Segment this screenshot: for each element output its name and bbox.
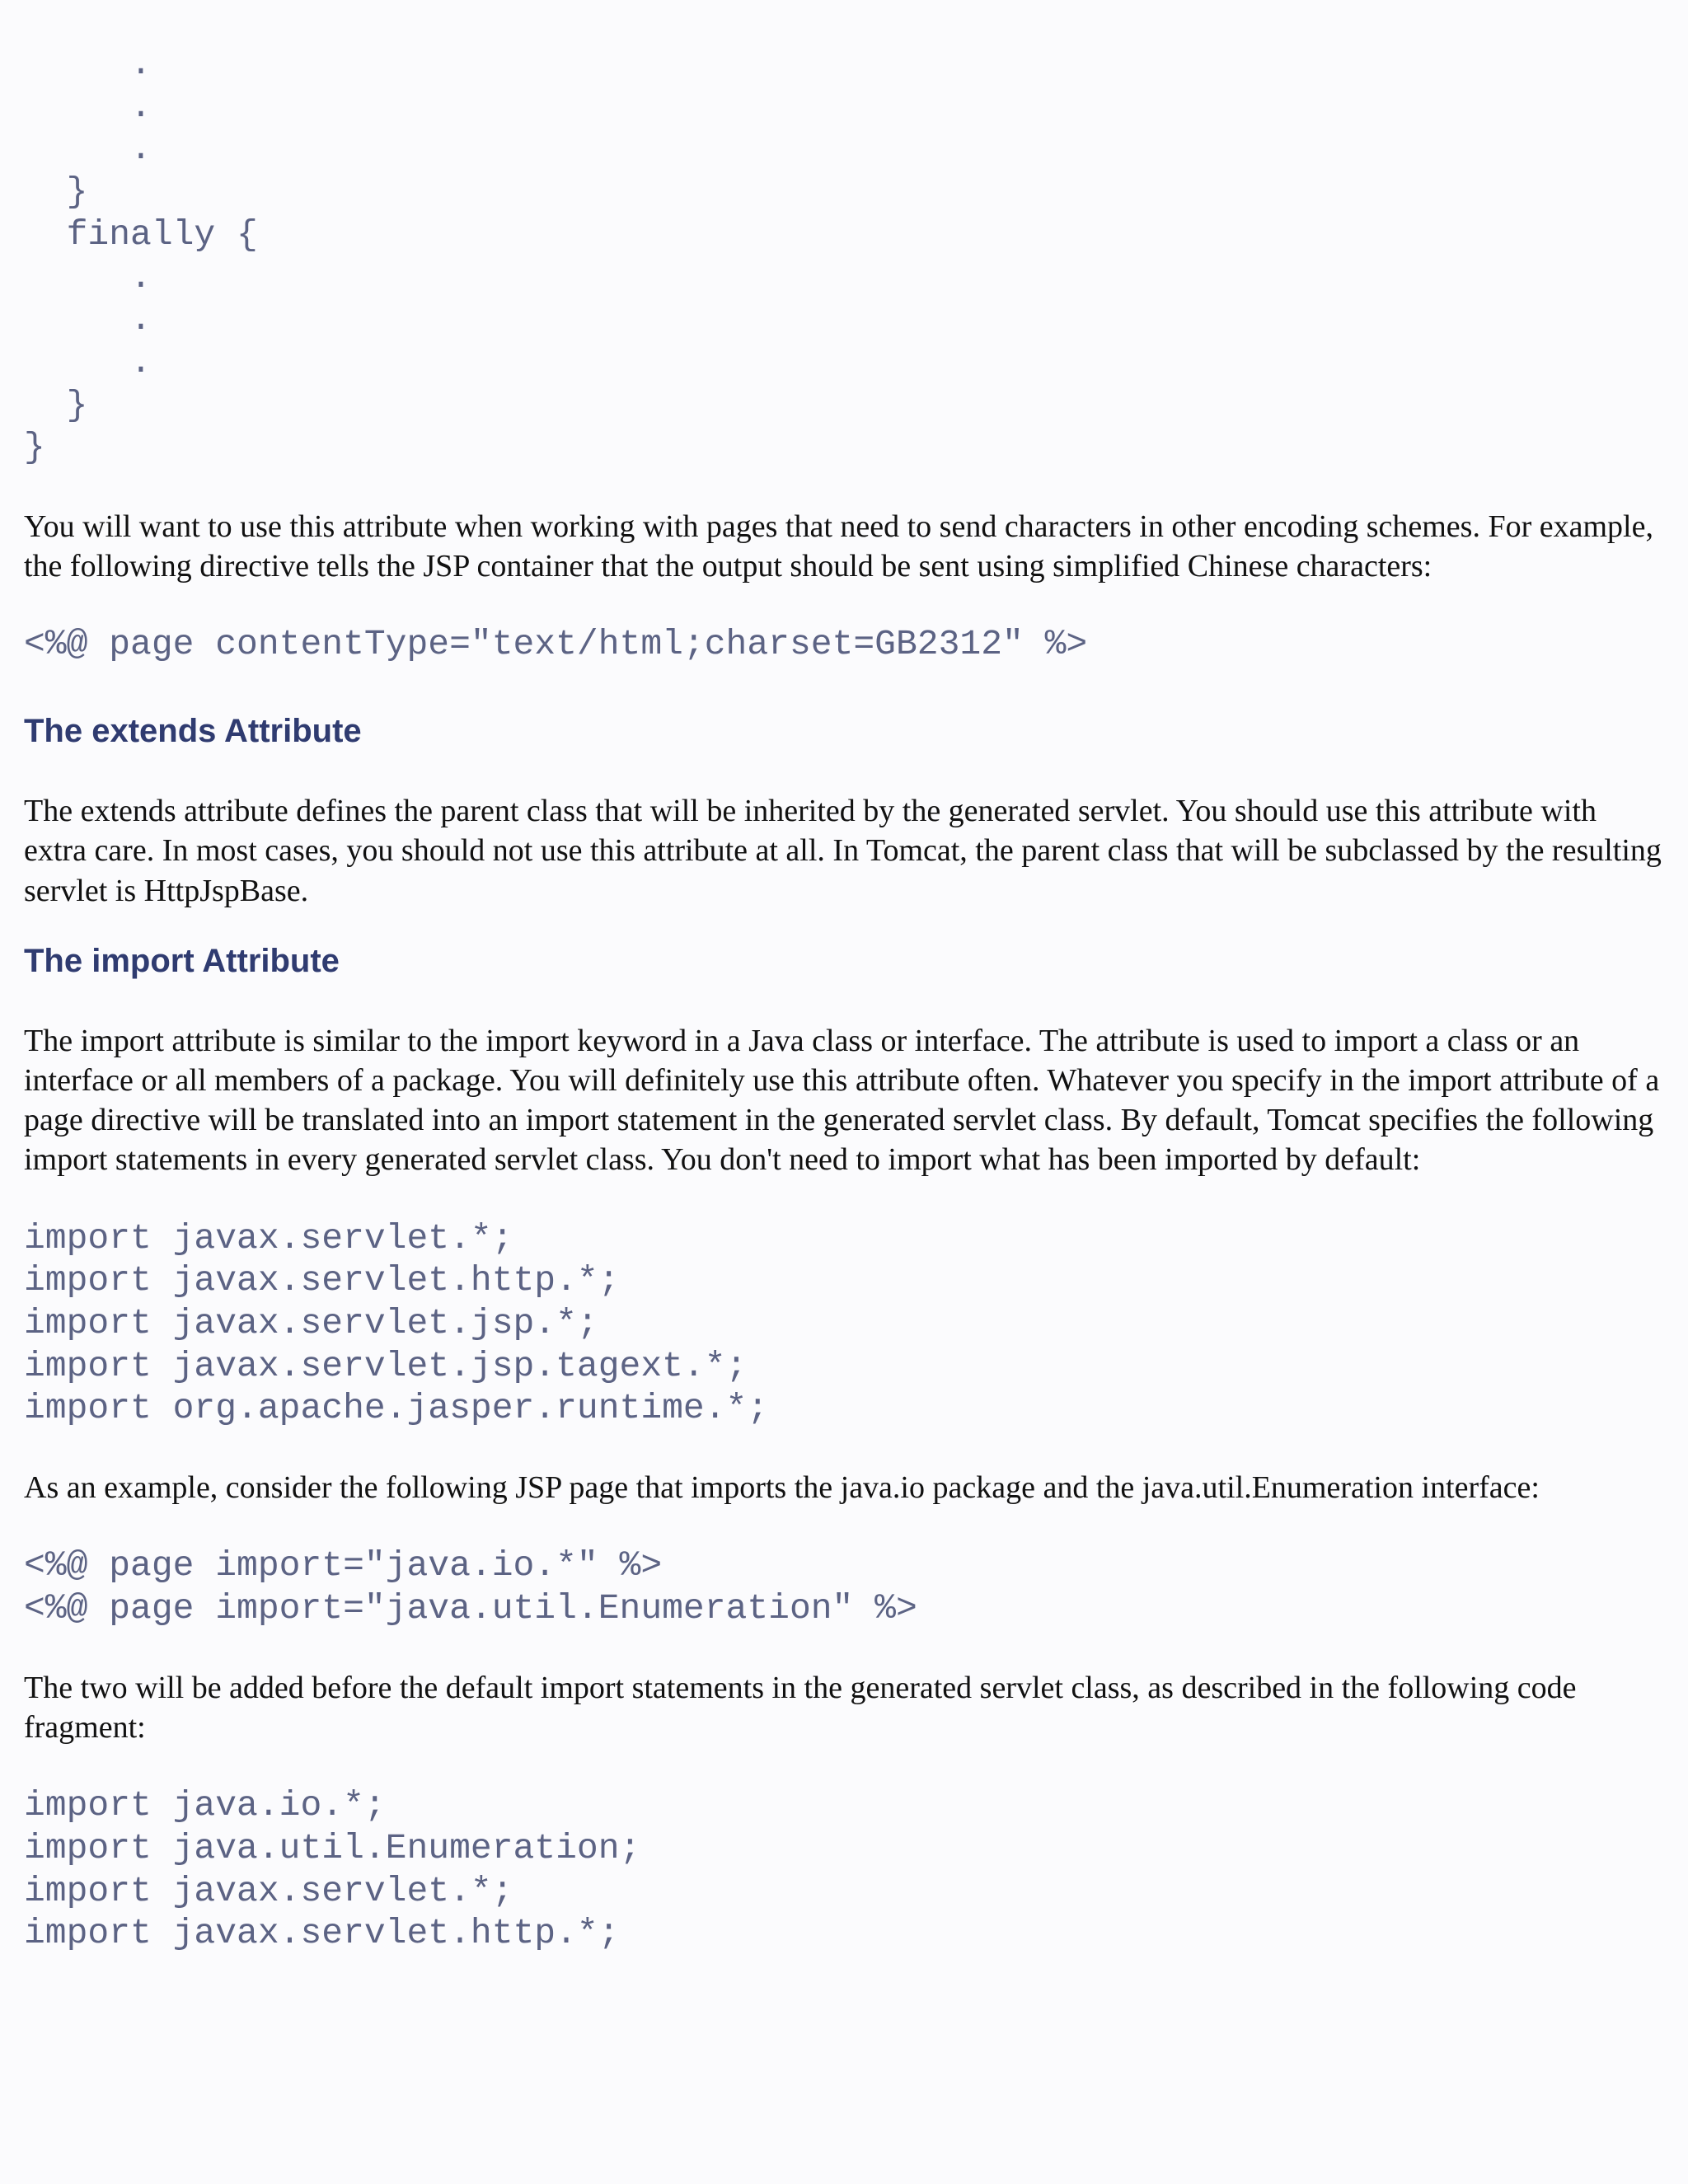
code-block-fragment: import java.io.*; import java.util.Enumeration; import javax.servlet.*; import javax.servlet.http.*; [24, 1785, 641, 1954]
code-block-contenttype: <%@ page contentType="text/html;charset=GB2312" %> [24, 624, 1088, 665]
code-block-page-imports: <%@ page import="java.io.*" %> <%@ page import="java.util.Enumeration" %> [24, 1545, 917, 1629]
paragraph-encoding: You will want to use this attribute when working with pages that need to send characters in other encoding schemes. For example, the following directive tells the JSP container that the output should be sent using simplified Chinese characters: [24, 509, 1653, 584]
heading-extends-attribute: The extends Attribute [24, 713, 362, 750]
code-block-default-imports: import javax.servlet.*; import javax.servlet.http.*; import javax.servlet.jsp.*; import javax.servlet.jsp.tagext.*; import org.apache.jasper.runtime.*; [24, 1217, 769, 1429]
paragraph-extends: The extends attribute defines the parent class that will be inherited by the generated servlet. You should use this attribute with extra care. In most cases, you should not use this attribute at all. In Tomcat, the parent class that will be subclassed by the resulting servlet is HttpJspBase. [24, 794, 1662, 908]
paragraph-example: As an example, consider the following JSP page that imports the java.io package and the java.util.Enumeration interface: [24, 1470, 1540, 1506]
code-block-finally: . . . } finally { . . . } } [24, 44, 258, 468]
paragraph-added-before: The two will be added before the default import statements in the generated servlet class, as described in the following code fragment: [24, 1670, 1577, 1745]
document-page [24, 43, 1664, 1955]
heading-import-attribute: The import Attribute [24, 942, 340, 979]
paragraph-import: The import attribute is similar to the import keyword in a Java class or interface. The attribute is used to import a class or an interface or all members of a package. You will definitely use this attribute often. Whatever you specify in the import attribute of a page directive will be translated into an import statement in the generated servlet class. By default, Tomcat specifies the following import statements in every generated servlet class. You don't need to import what has been imported by default: [24, 1023, 1660, 1178]
